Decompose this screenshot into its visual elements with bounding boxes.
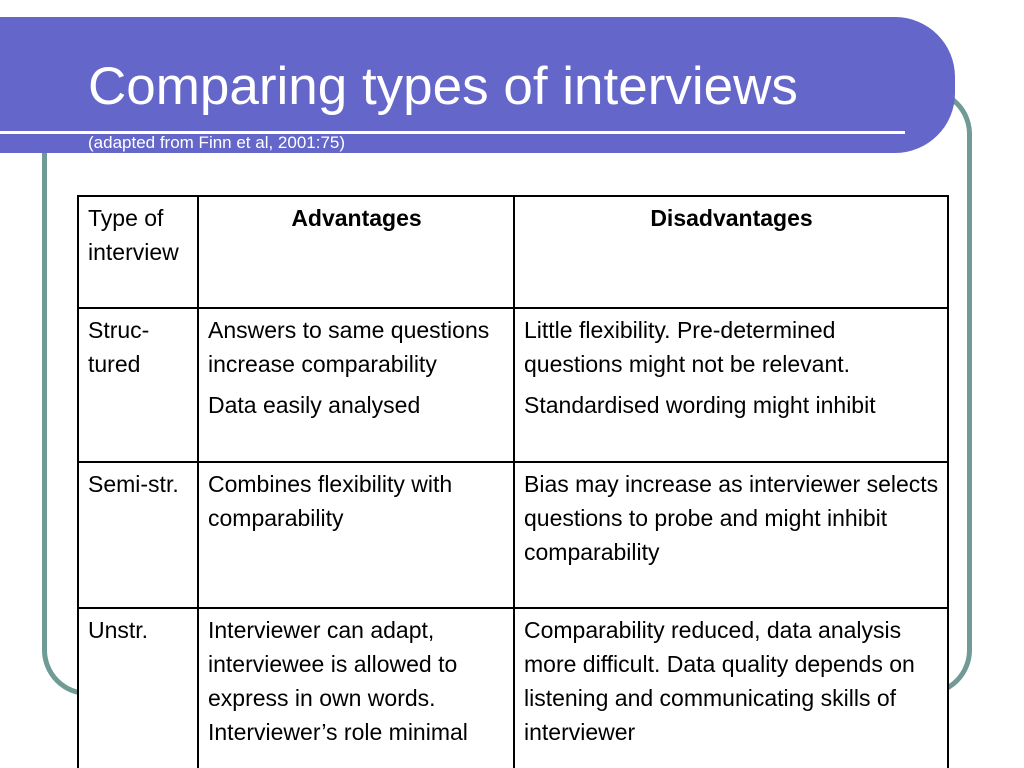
header-disadvantages: Disadvantages xyxy=(514,196,948,308)
cell-advantages xyxy=(198,308,514,462)
cell-paragraph: Combines flexibility with comparability xyxy=(208,471,453,531)
slide-subtitle: (adapted from Finn et al, 2001:75) xyxy=(88,134,346,152)
cell-paragraph: Bias may increase as interviewer selects questions to probe and might inhibit comparability xyxy=(524,471,939,565)
cell-paragraph: Interviewer can adapt, interviewee is allowed to express in own words. Interviewer’s role minimal xyxy=(208,617,468,745)
cell-type: Unstr. xyxy=(78,608,198,768)
table-row xyxy=(78,608,948,768)
slide-title: Comparing types of interviews xyxy=(88,57,798,116)
cell-type: Semi-str. xyxy=(78,462,198,608)
cell-disadvantages xyxy=(514,308,948,462)
cell-paragraph: Little flexibility. Pre-determined questions might not be relevant. xyxy=(524,317,851,377)
cell-advantages xyxy=(198,462,514,608)
table-row xyxy=(78,462,948,608)
table-row xyxy=(78,308,948,462)
cell-disadvantages xyxy=(514,608,948,768)
header-type: Type of interview xyxy=(78,196,198,308)
comparison-table xyxy=(77,195,949,768)
cell-paragraph: Data easily analysed xyxy=(208,392,421,418)
cell-type: Struc-tured xyxy=(78,308,198,462)
cell-advantages xyxy=(198,608,514,768)
cell-disadvantages xyxy=(514,462,948,608)
cell-paragraph: Answers to same questions increase comparability xyxy=(208,317,490,377)
table-header-row xyxy=(78,196,948,308)
header-advantages: Advantages xyxy=(198,196,514,308)
cell-paragraph: Comparability reduced, data analysis more difficult. Data quality depends on listening and communicating skills of interviewer xyxy=(524,617,915,745)
cell-paragraph: Standardised wording might inhibit xyxy=(524,392,876,418)
